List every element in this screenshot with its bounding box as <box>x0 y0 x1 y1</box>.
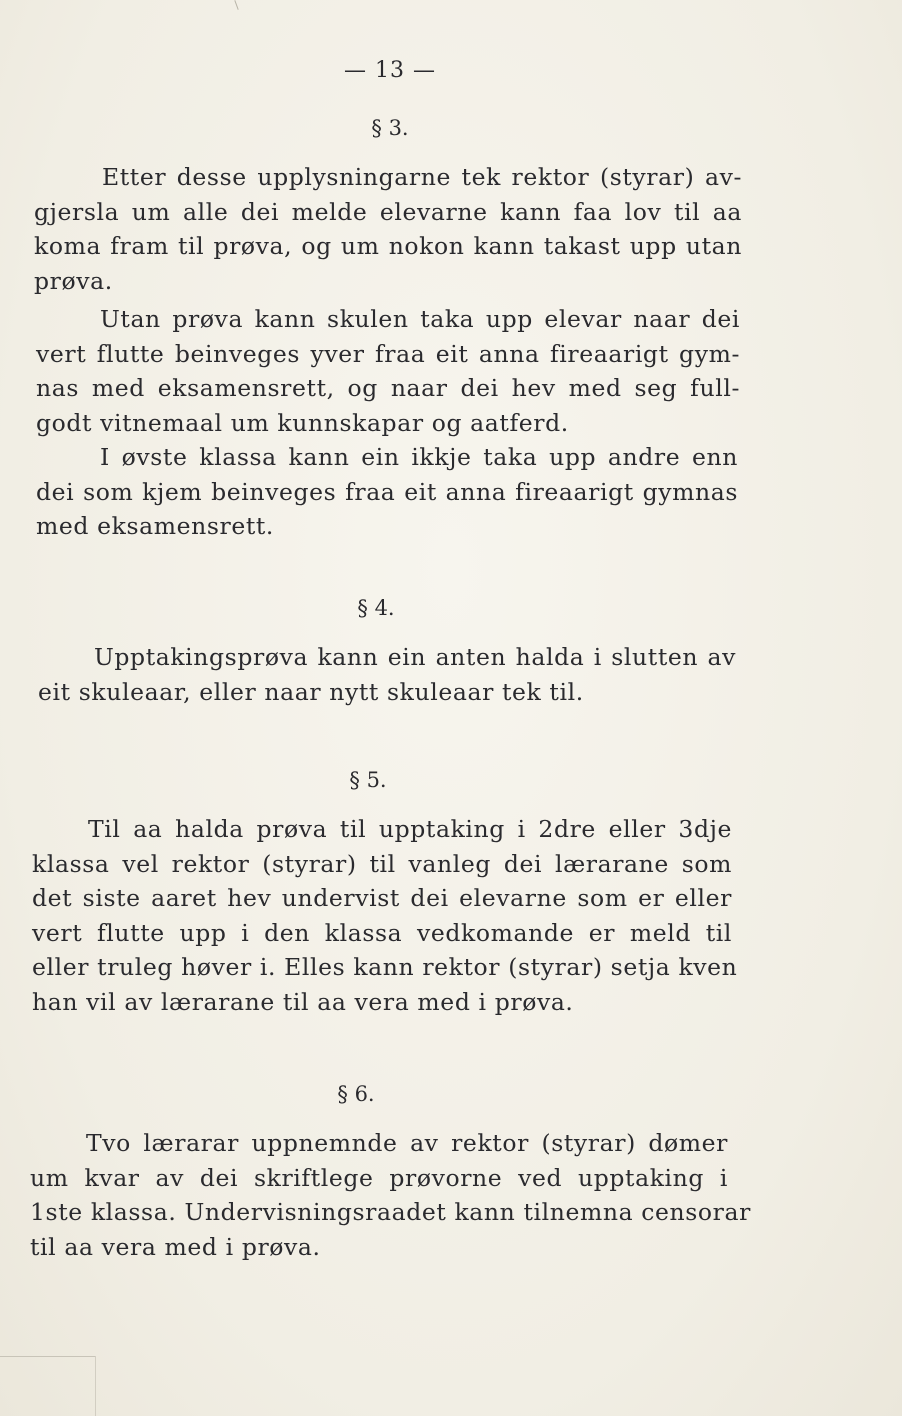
text-line: I øvste klassa kann ein ikkje taka upp andre enn <box>100 443 738 471</box>
text-line: klassa vel rektor (styrar) til vanleg dei lærarane som <box>32 849 732 878</box>
scan-edge-line <box>0 1356 96 1357</box>
text-line: prøva. <box>34 266 113 295</box>
text-line: vert flutte upp i den klassa vedkomande er meld til <box>32 918 732 947</box>
text-line: nas med eksamensrett, og naar dei hev med seg full- <box>36 374 740 403</box>
text-line: 1ste klassa. Undervisningsraadet kann tilnemna censorar <box>30 1198 751 1227</box>
page-number: — 13 — <box>344 58 436 83</box>
scan-mark <box>234 0 238 10</box>
paragraph <box>36 302 740 440</box>
text-line: godt vitnemaal um kunnskapar og aatferd. <box>36 408 569 437</box>
section-heading: § 3. <box>371 116 409 140</box>
text-line: dei som kjem beinveges fraa eit anna fireaarigt gymnas <box>36 477 738 506</box>
text-line: gjersla um alle dei melde elevarne kann faa lov til aa <box>34 197 742 226</box>
text-line: han vil av lærarane til aa vera med i prøva. <box>32 987 574 1016</box>
text-line: til aa vera med i prøva. <box>30 1232 321 1261</box>
section-heading: § 4. <box>357 596 395 620</box>
paragraph <box>32 812 738 1020</box>
text-line: koma fram til prøva, og um nokon kann takast upp utan <box>34 232 742 261</box>
paragraph <box>38 640 736 709</box>
paragraph <box>30 1126 751 1264</box>
scan-edge-tick <box>95 1356 96 1416</box>
text-line: Tvo lærarar uppnemnde av rektor (styrar) dømer <box>86 1129 728 1157</box>
text-line: eller truleg høver i. Elles kann rektor (styrar) setja kven <box>32 953 738 982</box>
text-line: vert flutte beinveges yver fraa eit anna fireaarigt gym- <box>36 339 740 368</box>
section-heading: § 5. <box>349 768 387 792</box>
text-line: Utan prøva kann skulen taka upp elevar naar dei <box>100 305 740 333</box>
paragraph <box>36 440 738 544</box>
text-line: Etter desse upplysningarne tek rektor (styrar) av- <box>102 163 742 191</box>
text-line: Upptakingsprøva kann ein anten halda i slutten av <box>94 643 736 671</box>
text-line: eit skuleaar, eller naar nytt skuleaar tek til. <box>38 677 584 706</box>
text-line: um kvar av dei skriftlege prøvorne ved upptaking i <box>30 1163 728 1192</box>
text-line: Til aa halda prøva til upptaking i 2dre eller 3dje <box>88 815 732 843</box>
section-heading: § 6. <box>337 1082 375 1106</box>
text-line: med eksamensrett. <box>36 512 275 541</box>
paragraph <box>34 160 742 298</box>
text-line: det siste aaret hev undervist dei elevarne som er eller <box>32 884 732 913</box>
